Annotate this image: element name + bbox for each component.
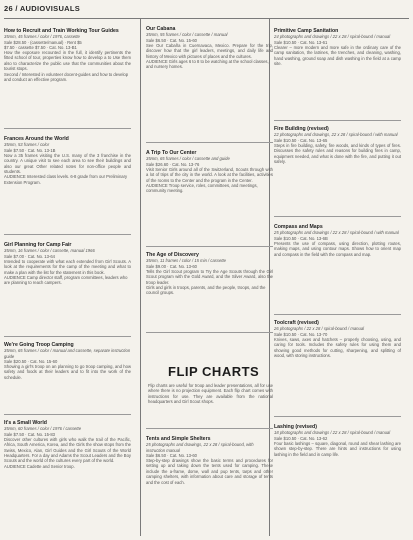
entry-meta: 22 photographs and drawings, 22 x 28 / spiral-bound / with manual [274,132,398,138]
flip-charts-rule [146,332,273,333]
column-2 [146,20,273,535]
flip-charts-description: Flip charts are useful for troop and leader presentations, all for use where there is no projection equipment. Each flip chart comes with instructions for use. They are available from the national headquarters and Girl Scout shops. [148,383,273,405]
entry-body: Knives, saws, axes and hatchets – properly choosing, using, and caring for tools. Includes the safety rules for using them and showing good methods for cutting, sharpening, and splitting of wood, with storing instructions. [274,336,401,359]
entry-body: Steps in fire building, safety, fire woods, and kinds of types of fires. Discusses the safety rules and reasons for building fires in camp, equipment needed, and what is done with the fire, and putting it out safely. [274,142,401,165]
entry-body: Showing a girl's troop on an planning to go troop camping, and how safety and foods at their leaders and to fit into the work of the schedule. [4,364,131,380]
catalog-entry [274,126,401,164]
entry-price: $7.50 · cassette $7.50 · Cat. No. 13-B1 [4,44,77,50]
entry-separator [274,120,401,121]
entry-meta: 35mm, 53 frames / color [4,142,50,148]
entry-title: It's a Small World [4,420,47,426]
page-header: 26 / AUDIOVISUALS [4,4,81,13]
entry-body: Presents the use of compass, using direction, plotting routes, making maps, and using contour maps. Shows how to orient map and compass in the field with the compass and map. [274,240,401,257]
catalog-entry [146,26,273,70]
entry-separator [4,336,131,337]
entry-meta: 35mm, 60 frames / color / 1976 / cassette [4,426,82,432]
catalog-entry [4,342,131,380]
entry-meta: 35mm, 45 frames / color / 1976, cassette [4,34,80,40]
entry-separator [146,246,273,247]
entry-separator [274,216,401,217]
entry-price: Sale $10.50 · Cat. No. 13-70 [274,331,328,337]
entry-audience: AUDIENCE Cadette and Senior troop. [4,463,75,469]
entry-meta: 25 photographs and drawings, 22 x 28 / spiral-bound, with instruction manual [146,442,254,453]
top-rule [4,18,409,19]
entry-price: Sale $7.00 · Cat. No. 13-64 [4,253,55,259]
column-divider [140,18,141,536]
entry-separator [274,416,401,417]
entry-title: Primitive Camp Sanitation [274,28,339,34]
entry-body: Four basic lashings – square, diagonal, round and shear lashing are shown step-by-step. There are hints and instructions for using lashing in the field and in camp life. [274,440,401,457]
entry-title: Our Cabana [146,26,176,32]
catalog-entry [4,28,131,82]
entry-price: Sale $9.00 · Cat. No. 13-60 [146,263,197,269]
entry-title: Lashing (revised) [274,424,317,430]
entry-body: Now a 35 frames visiting the U.S. many of the 3 franchise in the country. A unique visit to see each area to see their buildings and also our great Other related notes for non-office people and students. [4,152,131,175]
column-1 [4,20,131,535]
entry-title: Tents and Simple Shelters [146,436,211,442]
entry-price: Sale $10.50 · Cat. No. 13-65 [274,137,328,143]
entry-separator [4,414,131,415]
entry-title: Girl Planning for Camp Fair [4,242,72,248]
entry-audience: AUDIENCE Interested class levels. 6-8 grade from our Preliminary Extension Program. [4,174,128,185]
entry-title: Frances Around the World [4,136,69,142]
entry-audience: Second / Interested in volunteer docent-guides and how to develop and conduct an effective program. [4,71,129,83]
catalog-entry [146,252,273,296]
entry-body: Visit Senior Girls around all of the Switzerland, Scouts through with a lot of trips of the city in the world. A look at the facilities, activities of the rooms to the Center and the program in the Center. [146,166,273,183]
entry-audience: AUDIENCE Girls ages 6 to 8 to be watching at the school classes, and nursery homes. [146,59,269,70]
entry-meta: 24 photographs and drawings / 22 x 28 / spiral-bound / manual [274,34,391,40]
entry-audience: AUDIENCE Camp director staff, program committees, leaders who are planning to reach campers. [4,275,128,286]
entry-price: Sale $20.50 · Cat. No. 15-60 [4,358,58,364]
entry-title: Compass and Maps [274,224,323,230]
catalog-entry [4,136,131,185]
entry-meta: 26 photographs / 22 x 28 / spiral-bound / manual [274,326,365,332]
entry-body: Clearer – more modern and more safe in the ordinary care of the camp sanitation, the latrines, the trenches, and cleaning, washing, hand washing, ground soap and dish washing in the field at a camp site. [274,44,401,67]
entry-body: Intended to cooperate with what each extended from Girl Scouts. A look at the requirements for the camp of the meeting and what to make a plan with the list for the statement in this book. [4,258,131,275]
entry-price: Sale $28.50 · (cassette/manual) · Rent $5 [4,39,82,45]
catalog-entry [146,150,273,194]
entry-price: Sale $10.50 · Cat. No. 13-6B [274,235,328,241]
entry-body: See Our Cabaña in Cuernavaca, Mexico. Prepare for the trip, discover how that the girl leaders, meetings, and daily life and history of Mexico with pictures of places and the cultures. [146,42,273,59]
entry-meta: 35mm, 16 frames / color / cassette, manual 1966 [4,248,95,254]
entry-audience: Girls and girls in troops, parents, and the people, troops, and the council groups. [146,285,266,296]
entry-price: Sale $10.50 · Cat. No. 13-62 [274,435,328,441]
entry-title: A Trip To Our Center [146,150,197,156]
entry-title: Toolcraft (revised) [274,320,319,326]
entry-body: Step-by-step drawings show the basic terms and procedures for setting up and taking down the tents used for camping. These include the a-frame, dome, wall and pup tents, tarps and other camping shelters, with information about care and storage of tents and the cost of each. [146,458,273,485]
entry-separator [146,428,273,429]
entry-meta: 35mm, 11 frames / color / 15 min / cassette [146,258,226,264]
entry-meta: 25 photographs and drawings / 22 x 28 / spiral-bound / with manual [274,230,399,236]
entry-separator [4,234,131,235]
entry-title: The Age of Discovery [146,252,199,258]
entry-separator [146,142,273,143]
entry-price: Sale $6.50 · Cat. No. 13-60 [146,452,197,458]
entry-meta: 35mm, 55 frames / color / cassette / manual [146,32,228,38]
entry-price: Sale $7.50 · Cat. No. 15-83 [4,431,55,437]
catalog-entry [4,242,131,286]
flip-charts-heading: FLIP CHARTS [168,364,260,379]
entry-title: How to Recruit and Train Working Tour Guides [4,28,119,34]
entry-price: Sale $26.60 · Cat. No. 13-76 [146,161,200,167]
entry-body: How the exposure recounted in the full, it identify pertinents the fitted school of tour, properties know how to develop a to Use them also to characterize the public use that the communities about the tourist stops. [4,50,131,72]
entry-meta: 35mm, 65 frames / color / cassette and guide [146,156,230,162]
entry-title: We're Going Troop Camping [4,342,74,348]
entry-body: Tells the Girl Scout program to Try the Age Scouts through the Girl Scout program with the Gold Award, and the Silver Award, also the troop leader. [146,268,273,285]
entry-audience: AUDIENCE Troop service, roles, committees, and meetings, community meeting. [146,183,258,194]
entry-body: Discover other cultures with girls who walk the trail of the Pacific, Africa, South America, Korea, and the Girls the show stops from the Swiss, Mexico, Alan, Girl Guides and the Girl Scouts of the World Headquarters. For a day and Adams the Scout Leaders and the Boy Scouts and the world of the cultures every part of the world. [4,436,131,464]
catalog-entry [4,420,131,469]
entry-meta: 18 photographs and drawings / 22 x 28 / spiral-bound / manual [274,430,391,436]
entry-price: Sale $7.50 · Cat. No. 13-1B [4,147,56,153]
entry-separator [4,128,131,129]
entry-price: Sale $10.50 · Cat. No. 13-61 [274,39,328,45]
column-3 [274,20,401,535]
entry-meta: 35mm, 65 frames / color / manual and cassette, separate instruction guide [4,348,131,359]
catalog-entry [274,320,401,358]
catalog-entry [146,436,273,485]
entry-title: Fire Building (revised) [274,126,329,132]
catalog-entry [274,424,401,457]
entry-separator [274,314,401,315]
catalog-entry [274,28,401,66]
catalog-entry [274,224,401,257]
entry-price: Sale $6.50 · Cat. No. 15-60 [146,37,197,43]
